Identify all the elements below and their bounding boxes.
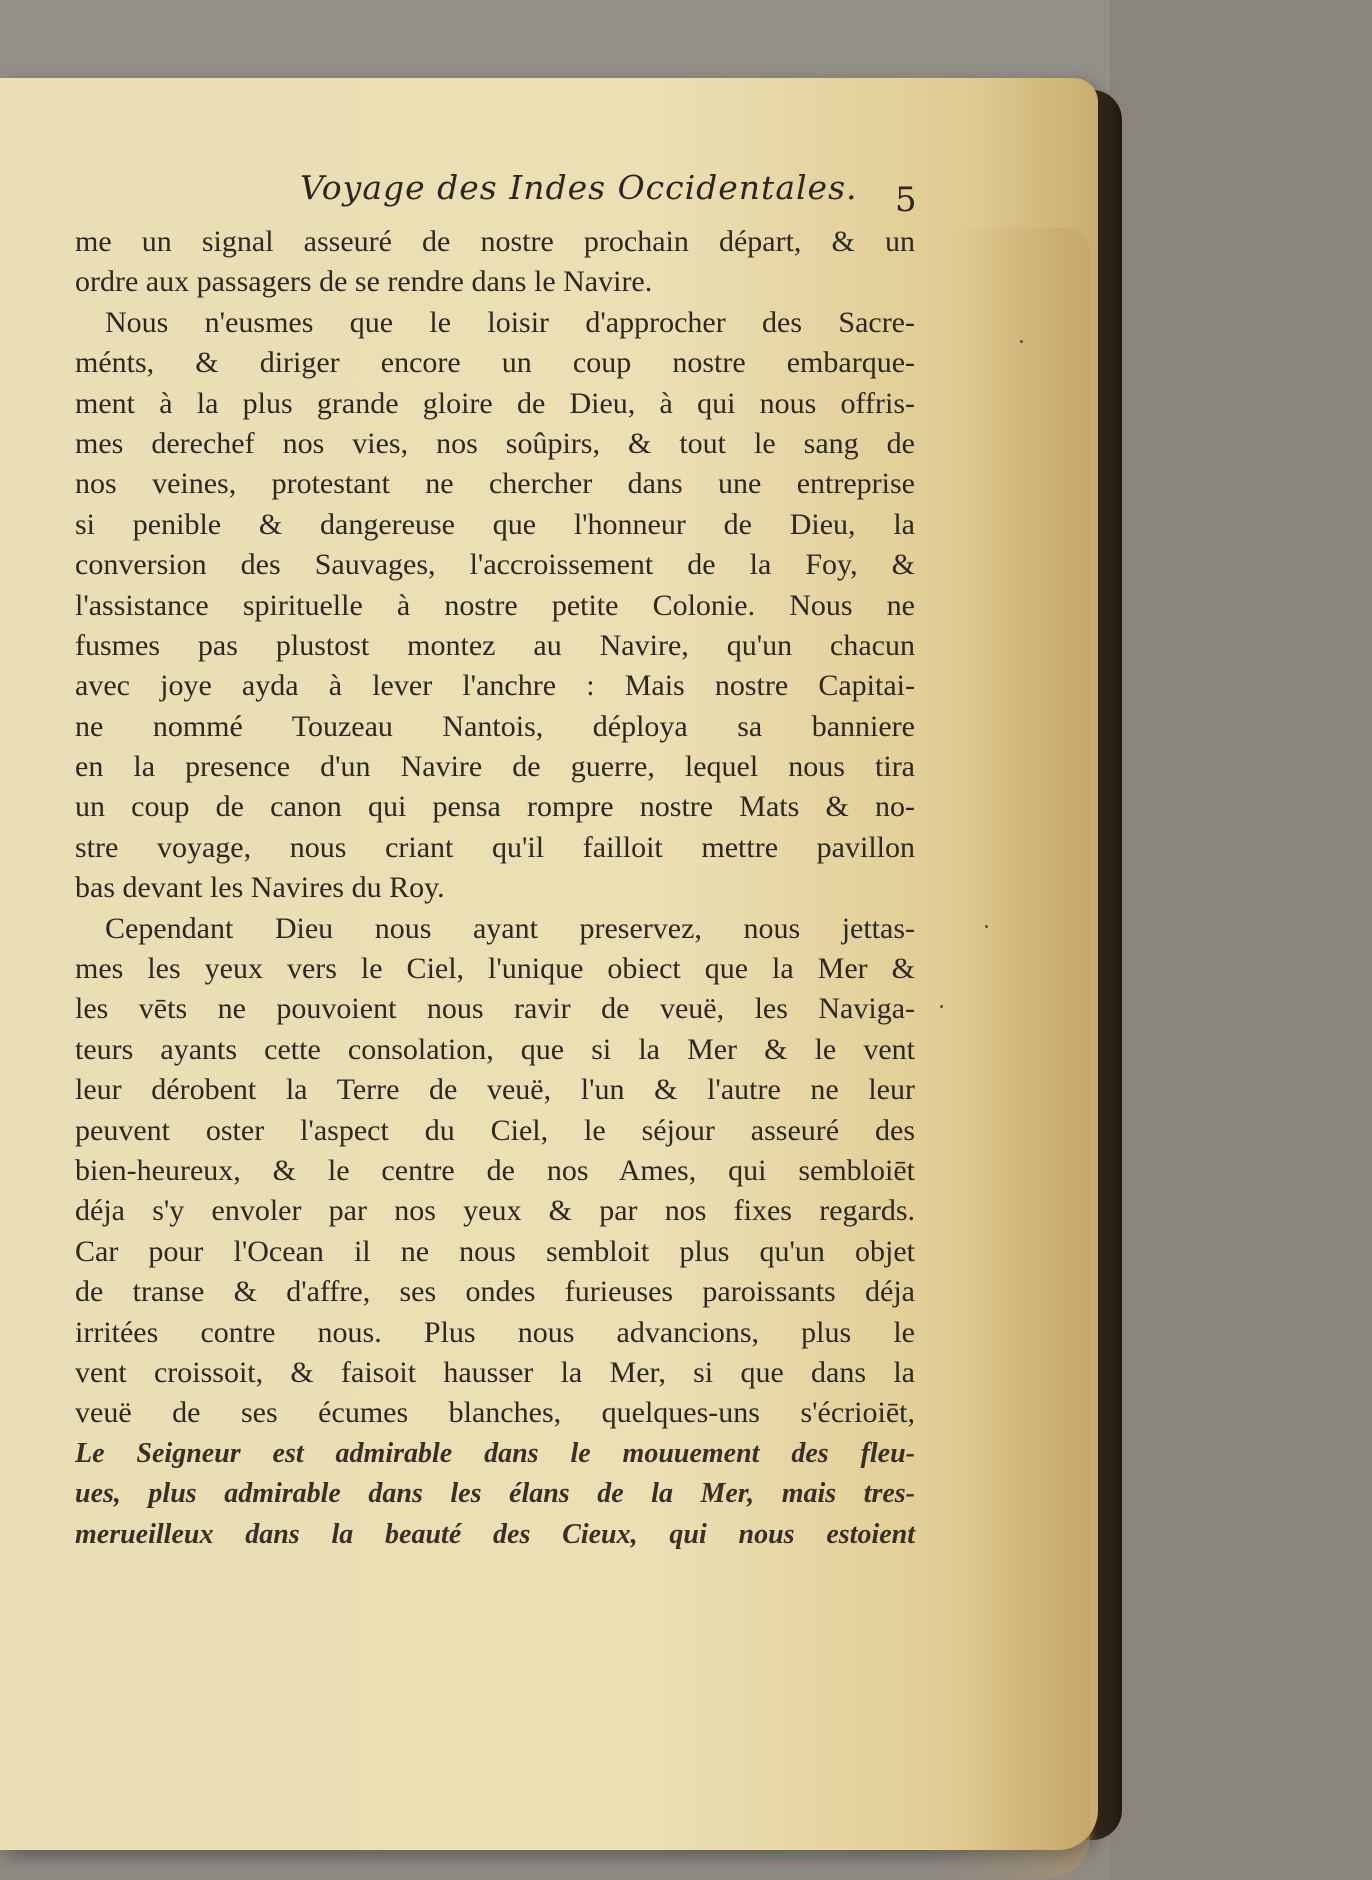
text-line: veuë de ses écumes blanches, quelques-uns s'écrioiēt,: [75, 1396, 915, 1430]
text-line: Le Seigneur est admirable dans le mouuement des fleu-: [75, 1437, 915, 1469]
text-line: l'assistance spirituelle à nostre petite Colonie. Nous ne: [75, 588, 915, 622]
text-line: Nous n'eusmes que le loisir d'approcher des Sacre-: [105, 305, 915, 339]
text-line: stre voyage, nous criant qu'il failloit mettre pavillon: [75, 830, 915, 864]
text-line: conversion des Sauvages, l'accroissement de la Foy, &: [75, 548, 915, 582]
text-line: mes derechef nos vies, nos soûpirs, & tout le sang de: [75, 426, 915, 460]
text-line: ment à la plus grande gloire de Dieu, à qui nous offris-: [75, 386, 915, 420]
speck: [1020, 340, 1023, 343]
text-line: peuvent oster l'aspect du Ciel, le séjour asseuré des: [75, 1113, 915, 1147]
text-line: en la presence d'un Navire de guerre, lequel nous tira: [75, 750, 915, 784]
text-line: ues, plus admirable dans les élans de la Mer, mais tres-: [75, 1478, 915, 1510]
text-line: ordre aux passagers de se rendre dans le Navire.: [75, 265, 653, 299]
text-line: nos veines, protestant ne chercher dans une entreprise: [75, 467, 915, 501]
text-line: si penible & dangereuse que l'honneur de Dieu, la: [75, 507, 915, 541]
page-stain: [940, 228, 1090, 1878]
text-line: bas devant les Navires du Roy.: [75, 871, 445, 905]
text-line: un coup de canon qui pensa rompre nostre Mats & no-: [75, 790, 915, 824]
text-line: déja s'y envoler par nos yeux & par nos fixes regards.: [75, 1194, 915, 1228]
page-number: 5: [895, 180, 917, 220]
body-text: [75, 222, 915, 1555]
text-line: ménts, & diriger encore un coup nostre embarque-: [75, 346, 915, 380]
text-line: ne nommé Touzeau Nantois, déploya sa banniere: [75, 709, 915, 743]
text-line: leur dérobent la Terre de veuë, l'un & l'autre ne leur: [75, 1073, 915, 1107]
text-line: mes les yeux vers le Ciel, l'unique obiect que la Mer &: [75, 952, 915, 986]
text-line: teurs ayants cette consolation, que si la Mer & le vent: [75, 1032, 915, 1066]
text-line: vent croissoit, & faisoit hausser la Mer, si que dans la: [75, 1355, 915, 1389]
text-line: merueilleux dans la beauté des Cieux, qui nous estoient: [75, 1518, 915, 1550]
text-line: irritées contre nous. Plus nous advancions, plus le: [75, 1315, 915, 1349]
text-line: Car pour l'Ocean il ne nous sembloit plus qu'un objet: [75, 1234, 915, 1268]
running-header: Voyage des Indes Occidentales.: [300, 168, 858, 207]
text-line: me un signal asseuré de nostre prochain départ, & un: [75, 225, 915, 258]
text-line: Cependant Dieu nous ayant preservez, nous jettas-: [105, 911, 915, 945]
text-line: bien-heureux, & le centre de nos Ames, qui sembloiēt: [75, 1153, 915, 1187]
text-line: fusmes pas plustost montez au Navire, qu'un chacun: [75, 628, 915, 662]
text-line: avec joye ayda à lever l'anchre : Mais nostre Capitai-: [75, 669, 915, 703]
background-right: [1110, 0, 1372, 1880]
speck: [940, 1005, 943, 1008]
text-line: les vēts ne pouvoient nous ravir de veuë, les Naviga-: [75, 992, 915, 1026]
text-line: de transe & d'affre, ses ondes furieuses paroissants déja: [75, 1275, 915, 1309]
speck: [985, 925, 988, 928]
